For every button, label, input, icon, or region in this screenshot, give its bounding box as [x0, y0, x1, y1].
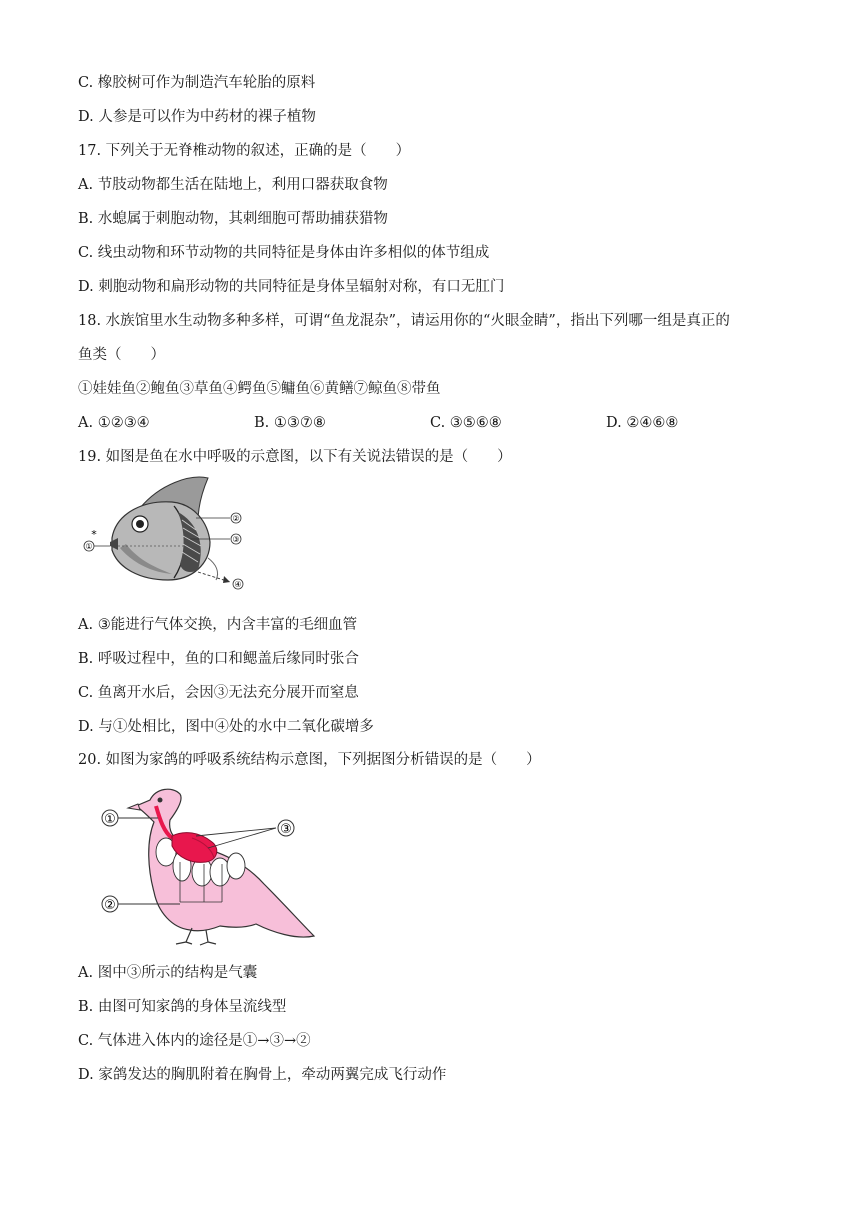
fish-label-1: ① [85, 542, 93, 551]
pigeon-label-2: ② [104, 898, 116, 913]
fish-label-3: ③ [232, 535, 240, 544]
q19-option-a: A. ③能进行气体交换，内含丰富的毛细血管 [78, 617, 358, 633]
q18-option-a: A. ①②③④ [78, 415, 150, 431]
fish-label-4: ④ [234, 580, 242, 589]
q16-option-c: C. 橡胶树可作为制造汽车轮胎的原料 [78, 75, 316, 91]
q17-option-d: D. 刺胞动物和扁形动物的共同特征是身体呈辐射对称，有口无肛门 [78, 279, 505, 295]
q17-option-a: A. 节肢动物都生活在陆地上，利用口器获取食物 [78, 177, 388, 193]
q20-option-d: D. 家鸽发达的胸肌附着在胸骨上，牵动两翼完成飞行动作 [78, 1067, 447, 1083]
q20-option-b: B. 由图可知家鸽的身体呈流线型 [78, 999, 287, 1015]
q18-option-d: D. ②④⑥⑧ [606, 415, 679, 431]
q18-option-c: C. ③⑤⑥⑧ [430, 415, 502, 431]
pigeon-label-3: ③ [280, 822, 292, 837]
question-18: 18. 水族馆里水生动物多种多样，可谓“鱼龙混杂”，请运用你的“火眼金睛”，指出下列哪一组是真正的 [78, 313, 730, 329]
fish-asterisk: * [91, 528, 97, 541]
question-18-cont: 鱼类（ ） [78, 347, 165, 363]
q18-option-b: B. ①③⑦⑧ [254, 415, 326, 431]
pigeon-respiratory-figure [96, 780, 320, 946]
q19-option-d: D. 与①处相比，图中④处的水中二氧化碳增多 [78, 719, 374, 735]
pigeon-label-1: ① [104, 812, 116, 827]
q17-option-b: B. 水螅属于刺胞动物，其刺细胞可帮助捕获猎物 [78, 211, 388, 227]
q16-option-d: D. 人参是可以作为中药材的裸子植物 [78, 109, 316, 125]
fish-label-2: ② [232, 514, 240, 523]
q20-option-c: C. 气体进入体内的途径是①→③→② [78, 1033, 311, 1049]
q20-option-a: A. 图中③所示的结构是气囊 [78, 965, 258, 981]
question-20: 20. 如图为家鸽的呼吸系统结构示意图，下列据图分析错误的是（ ） [78, 752, 541, 768]
q18-options [78, 413, 778, 433]
q18-items: ①娃娃鱼②鲍鱼③草鱼④鳄鱼⑤鳙鱼⑥黄鳝⑦鲸鱼⑧带鱼 [78, 381, 441, 397]
q17-option-c: C. 线虫动物和环节动物的共同特征是身体由许多相似的体节组成 [78, 245, 490, 261]
question-17: 17. 下列关于无脊椎动物的叙述，正确的是（ ） [78, 143, 411, 159]
fish-respiration-figure [80, 472, 260, 594]
q19-option-b: B. 呼吸过程中，鱼的口和鳃盖后缘同时张合 [78, 651, 359, 667]
q19-option-c: C. 鱼离开水后，会因③无法充分展开而窒息 [78, 685, 359, 701]
question-19: 19. 如图是鱼在水中呼吸的示意图，以下有关说法错误的是（ ） [78, 449, 512, 465]
